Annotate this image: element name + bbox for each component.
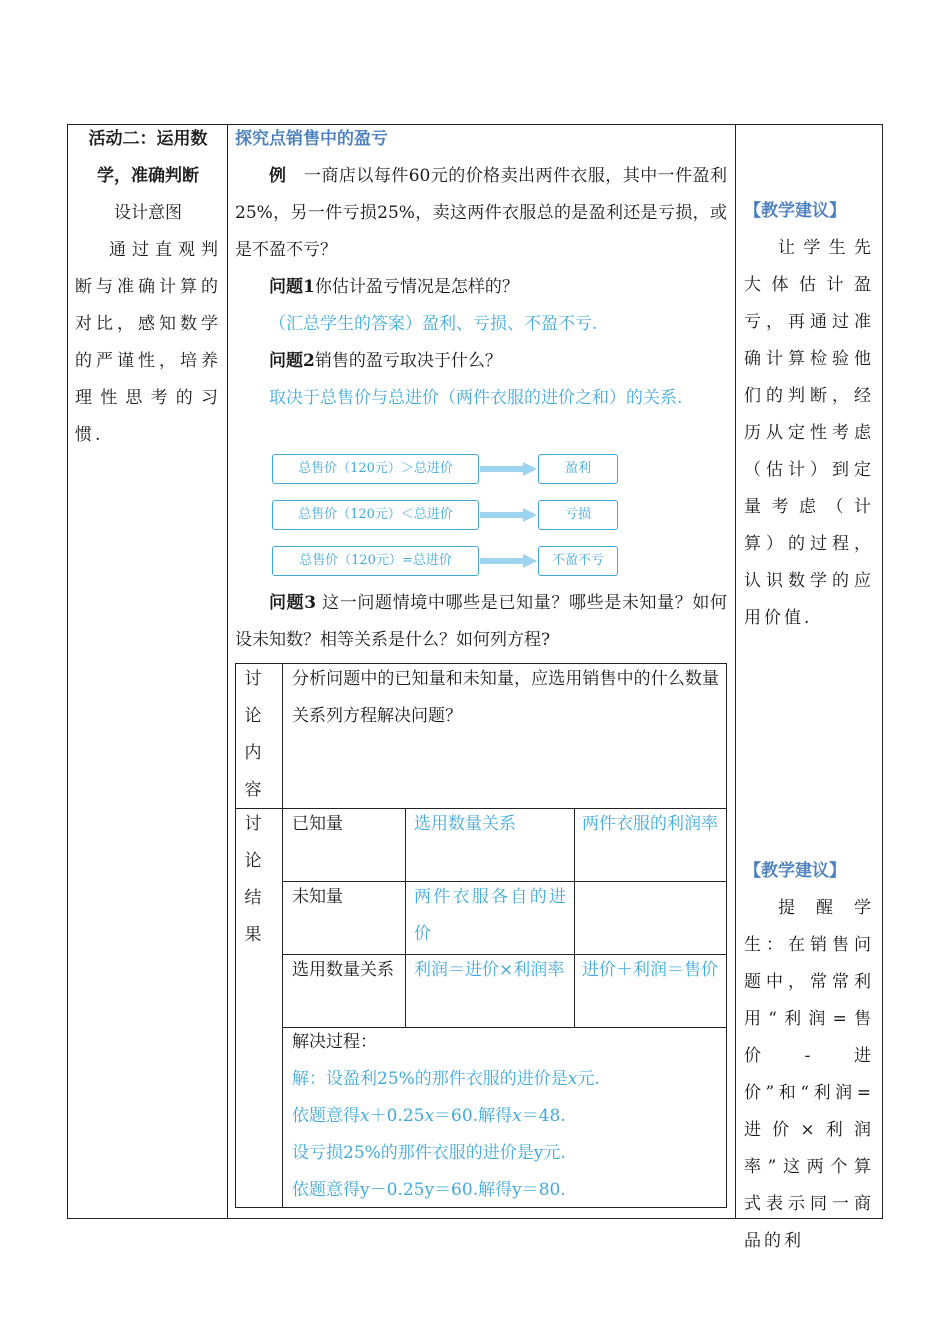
question-1-text: 你估计盈亏情况是怎样的？: [314, 277, 519, 297]
tip-2-text: 提醒学生：在销售问题中，常常利用“利润=售价-进价”和“利润=进价×利润率”这两个算式表示同一商品的利: [744, 898, 874, 1251]
inner-table-col-3: [574, 808, 575, 1028]
question-1: [235, 269, 727, 306]
inner-table-right: [726, 663, 727, 1208]
inner-table-left: [235, 663, 236, 1208]
solution-line-1: 解：设盈利25%的那件衣服的进价是x元.: [292, 1069, 600, 1089]
row1-col2: 选用数量关系: [414, 814, 516, 834]
diagram-condition-3: 总售价（120元）=总进价: [272, 546, 479, 576]
row3-col2: 利润＝进价×利润率: [414, 960, 565, 980]
solution-line-4: 依题意得y－0.25y＝60.解得y＝80.: [292, 1180, 566, 1200]
question-2: [235, 343, 727, 380]
tip-1-title: 【教学建议】: [744, 201, 846, 221]
example-text: 一商店以每件60元的价格卖出两件衣服，其中一件盈利25%，另一件亏损25%，卖这两件衣服总的是盈利还是亏损，或是不盈不亏？: [235, 166, 727, 260]
tip-2-title: 【教学建议】: [744, 861, 846, 881]
table-divider-1: [227, 124, 228, 1219]
row2-col1: 未知量: [292, 887, 343, 907]
main-column: [235, 121, 727, 417]
solution-label: 解决过程：: [292, 1032, 377, 1052]
solution-block: [292, 1024, 722, 1209]
left-column: [75, 121, 221, 454]
diagram-arrow-2: [480, 508, 537, 522]
section-heading: 探究点销售中的盈亏: [235, 129, 388, 149]
example-paragraph: [235, 158, 727, 269]
question-3-label: 问题3: [269, 593, 317, 613]
diagram-arrow-1: [480, 462, 537, 476]
inner-table-col-2: [405, 808, 406, 1028]
diagram-result-3: 不盈不亏: [538, 546, 618, 576]
diagram-condition-2: 总售价（120元）＜总进价: [272, 500, 479, 530]
question-3: [235, 585, 727, 659]
diagram-result-1: 盈利: [538, 454, 618, 484]
right-column-tip-1: [744, 193, 874, 637]
example-label: 例: [269, 166, 287, 186]
question-2-label: 问题2: [269, 351, 315, 371]
design-intent-label: 设计意图: [114, 203, 182, 223]
table-right-border: [882, 124, 883, 1219]
answer-2: 取决于总售价与总进价（两件衣服的进价之和）的关系.: [269, 388, 683, 408]
solution-line-2: 依题意得x＋0.25x＝60.解得x＝48.: [292, 1106, 566, 1126]
row3-col1: 选用数量关系: [292, 960, 394, 980]
question-2-text: 销售的盈亏取决于什么？: [314, 351, 502, 371]
table-divider-2: [735, 124, 736, 1219]
diagram-condition-1: 总售价（120元）＞总进价: [272, 454, 479, 484]
question-3-text: 这一问题情境中哪些是已知量？哪些是未知量？如何设未知数？相等关系是什么？如何列方程?: [235, 593, 727, 650]
row1-col1: 已知量: [292, 814, 343, 834]
inner-table-col-1: [282, 663, 283, 1208]
diagram-arrow-3: [480, 554, 537, 568]
discussion-result-label: 讨论结果: [244, 814, 262, 945]
question-1-label: 问题1: [269, 277, 315, 297]
discussion-topic-text: 分析问题中的已知量和未知量，应选用销售中的什么数量关系列方程解决问题？: [292, 669, 719, 726]
diagram-result-2: 亏损: [538, 500, 618, 530]
tip-1-text: 让学生先大体估计盈亏，再通过准确计算检验他们的判断，经历从定性考虑（估计）到定量考虑（计算）的过程，认识数学的应用价值.: [744, 238, 874, 628]
row2-col2: 两件衣服各自的进价: [414, 887, 566, 944]
discussion-topic-label: 讨论内容: [244, 669, 262, 800]
table-left-border: [67, 124, 68, 1219]
right-column-tip-2: [744, 853, 874, 1251]
answer-1: （汇总学生的答案）盈利、亏损、不盈不亏.: [269, 314, 598, 334]
design-intent-text: 通过直观判断与准确计算的对比，感知数学的严谨性，培养理性思考的习惯.: [75, 240, 221, 445]
row3-col3: 进价＋利润＝售价: [582, 960, 718, 980]
row1-col3: 两件衣服的利润率: [582, 814, 718, 834]
solution-line-3: 设亏损25%的那件衣服的进价是y元.: [292, 1143, 566, 1163]
activity-title: 活动二：运用数学，准确判断: [88, 129, 208, 186]
